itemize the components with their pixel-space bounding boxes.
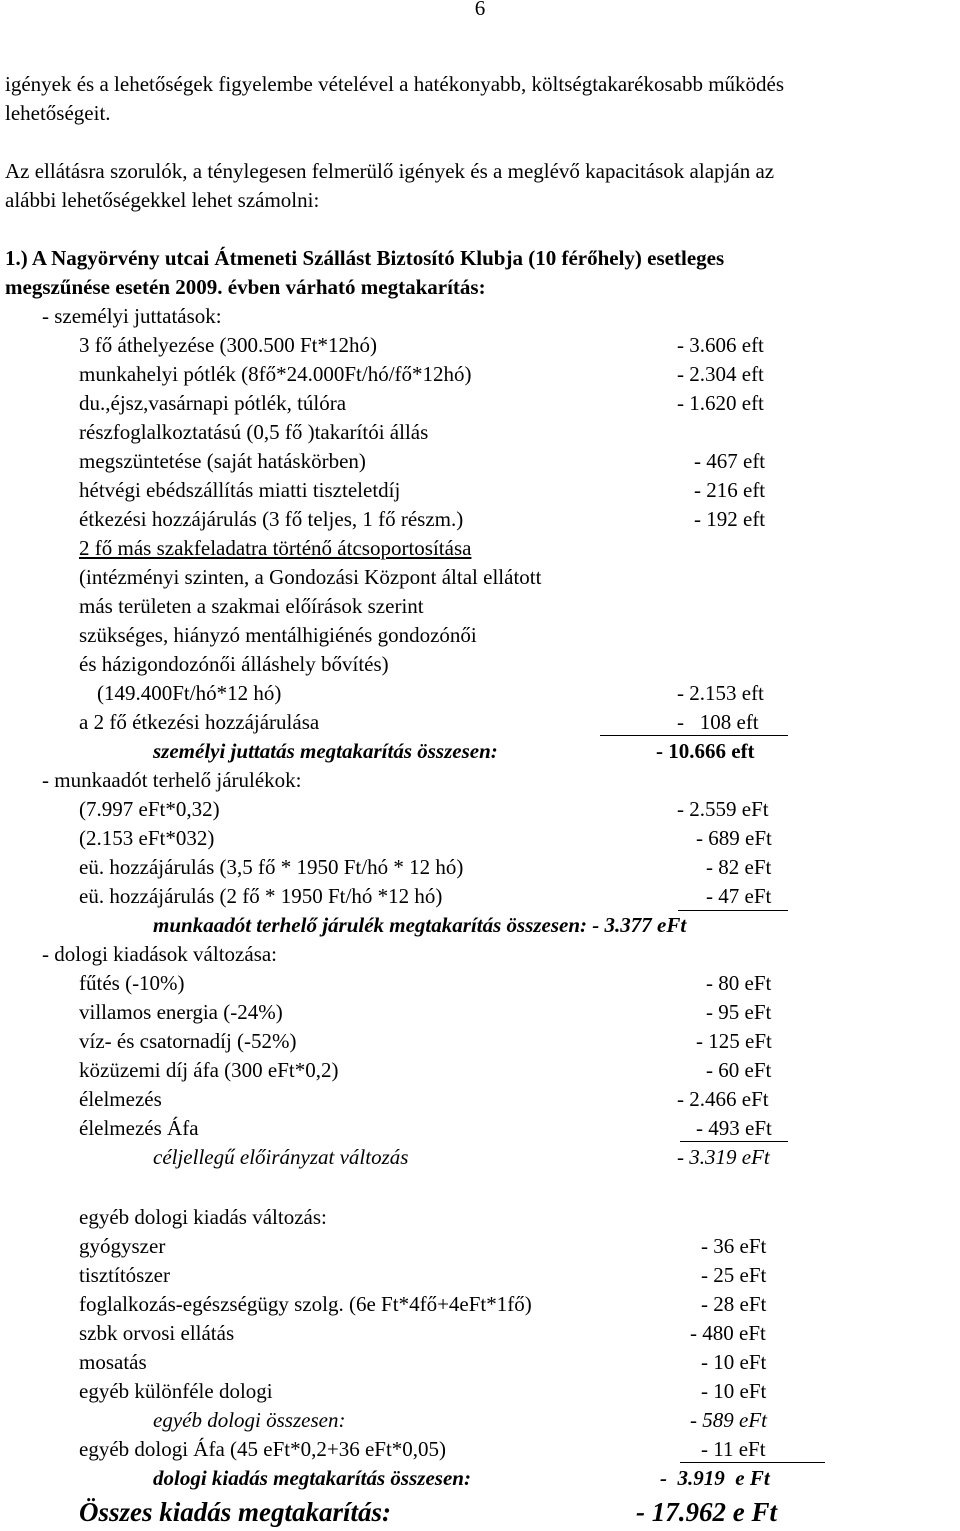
row-label: foglalkozás-egészségügy szolg. (6e Ft*4fő+4eFt*1fő) bbox=[79, 1292, 532, 1316]
row-value: - 3.319 eFt bbox=[677, 1145, 770, 1169]
heading-line-1: 1.) A Nagyörvény utcai Átmeneti Szállást Biztosító Klubja (10 férőhely) esetleges bbox=[5, 246, 725, 270]
intro-paragraph bbox=[5, 70, 957, 128]
row-label: és házigondozónői álláshely bővítés) bbox=[79, 652, 389, 676]
row-value: - 3.606 eft bbox=[677, 333, 764, 357]
row-label: - dologi kiadások változása: bbox=[42, 942, 278, 966]
row-value: - 25 eFt bbox=[701, 1263, 767, 1287]
page-number: 6 bbox=[474, 0, 486, 20]
subtotal-rule bbox=[600, 735, 788, 736]
row-value: - 108 eft bbox=[677, 710, 759, 734]
row-value: - 2.559 eFt bbox=[677, 797, 769, 821]
row-value: - 3.919 e Ft bbox=[660, 1466, 770, 1490]
row-label: hétvégi ebédszállítás miatti tiszteletdíj bbox=[79, 478, 401, 502]
row-label: egyéb különféle dologi bbox=[79, 1379, 273, 1403]
row-label: 3 fő áthelyezése (300.500 Ft*12hó) bbox=[79, 333, 378, 357]
subtotal-rule bbox=[680, 1141, 788, 1142]
intro-line-1: igények és a lehetőségek figyelembe vételével a hatékonyabb, költségtakarékosabb működés bbox=[5, 72, 785, 96]
row-label: (intézményi szinten, a Gondozási Központ által ellátott bbox=[79, 565, 542, 589]
row-label: fűtés (-10%) bbox=[79, 971, 185, 995]
row-value: - 2.304 eft bbox=[677, 362, 764, 386]
section-heading bbox=[5, 244, 957, 302]
row-label: gyógyszer bbox=[79, 1234, 166, 1258]
row-label: étkezési hozzájárulás (3 fő teljes, 1 fő részm.) bbox=[79, 507, 464, 531]
row-label: munkahelyi pótlék (8fő*24.000Ft/hó/fő*12hó) bbox=[79, 362, 472, 386]
row-label: egyéb dologi Áfa (45 eFt*0,2+36 eFt*0,05) bbox=[79, 1437, 447, 1461]
row-label: víz- és csatornadíj (-52%) bbox=[79, 1029, 297, 1053]
grand-total-label: Összes kiadás megtakarítás: bbox=[79, 1497, 392, 1527]
row-label: munkaadót terhelő járulék megtakarítás összesen: - 3.377 eFt bbox=[153, 913, 687, 937]
intro-line-2: lehetőségeit. bbox=[5, 101, 111, 125]
row-label: egyéb dologi kiadás változás: bbox=[79, 1205, 327, 1229]
row-label: megszüntetése (saját hatáskörben) bbox=[79, 449, 366, 473]
row-value: - 2.153 eft bbox=[677, 681, 764, 705]
row-value: - 60 eFt bbox=[706, 1058, 772, 1082]
row-label: mosatás bbox=[79, 1350, 147, 1374]
context-paragraph bbox=[5, 157, 957, 215]
row-label: dologi kiadás megtakarítás összesen: bbox=[153, 1466, 471, 1490]
row-value: - 10.666 eft bbox=[656, 739, 755, 763]
row-value: - 28 eFt bbox=[701, 1292, 767, 1316]
row-label: (2.153 eFt*032) bbox=[79, 826, 215, 850]
heading-line-2: megszűnése esetén 2009. évben várható megtakarítás: bbox=[5, 275, 486, 299]
row-value: - 10 eFt bbox=[701, 1350, 767, 1374]
row-label: részfoglalkoztatású (0,5 fő )takarítói állás bbox=[79, 420, 429, 444]
row-label: tisztítószer bbox=[79, 1263, 170, 1287]
row-value: - 125 eFt bbox=[696, 1029, 772, 1053]
row-value: - 689 eFt bbox=[696, 826, 772, 850]
row-label: - munkaadót terhelő járulékok: bbox=[42, 768, 302, 792]
row-value: - 192 eft bbox=[694, 507, 766, 531]
subtotal-rule bbox=[680, 1462, 825, 1463]
row-label: céljellegű előirányzat változás bbox=[153, 1145, 409, 1169]
row-label: közüzemi díj áfa (300 eFt*0,2) bbox=[79, 1058, 339, 1082]
row-value: - 80 eFt bbox=[706, 971, 772, 995]
row-label: du.,éjsz,vasárnapi pótlék, túlóra bbox=[79, 391, 347, 415]
row-value: - 82 eFt bbox=[706, 855, 772, 879]
row-value: - 480 eFt bbox=[690, 1321, 766, 1345]
row-label: (149.400Ft/hó*12 hó) bbox=[97, 681, 282, 705]
context-line-2: alábbi lehetőségekkel lehet számolni: bbox=[5, 188, 320, 212]
row-label: élelmezés bbox=[79, 1087, 162, 1111]
row-label: szükséges, hiányzó mentálhigiénés gondozónői bbox=[79, 623, 477, 647]
row-value: - 2.466 eFt bbox=[677, 1087, 769, 1111]
row-label: villamos energia (-24%) bbox=[79, 1000, 283, 1024]
row-value: - 467 eft bbox=[694, 449, 766, 473]
row-value: - 1.620 eft bbox=[677, 391, 764, 415]
row-label: élelmezés Áfa bbox=[79, 1116, 199, 1140]
row-label: eü. hozzájárulás (3,5 fő * 1950 Ft/hó * 12 hó) bbox=[79, 855, 464, 879]
row-label: (7.997 eFt*0,32) bbox=[79, 797, 220, 821]
row-value: - 11 eFt bbox=[701, 1437, 766, 1461]
row-value: - 10 eFt bbox=[701, 1379, 767, 1403]
row-value: - 589 eFt bbox=[690, 1408, 767, 1432]
grand-total-value: - 17.962 e Ft bbox=[636, 1497, 777, 1527]
row-label: eü. hozzájárulás (2 fő * 1950 Ft/hó *12 hó) bbox=[79, 884, 443, 908]
row-label: személyi juttatás megtakarítás összesen: bbox=[153, 739, 498, 763]
row-value: - 216 eft bbox=[694, 478, 766, 502]
subtotal-rule bbox=[678, 910, 788, 911]
row-value: - 493 eFt bbox=[696, 1116, 772, 1140]
row-label: más területen a szakmai előírások szerint bbox=[79, 594, 424, 618]
row-label: a 2 fő étkezési hozzájárulása bbox=[79, 710, 320, 734]
context-line-1: Az ellátásra szorulók, a ténylegesen felmerülő igények és a meglévő kapacitások alapján az bbox=[5, 159, 775, 183]
row-value: - 36 eFt bbox=[701, 1234, 767, 1258]
row-label: - személyi juttatások: bbox=[42, 304, 222, 328]
row-label: szbk orvosi ellátás bbox=[79, 1321, 235, 1345]
row-value: - 47 eFt bbox=[706, 884, 772, 908]
row-label: egyéb dologi összesen: bbox=[153, 1408, 346, 1432]
row-value: - 95 eFt bbox=[706, 1000, 772, 1024]
row-label: 2 fő más szakfeladatra történő átcsoportosítása bbox=[79, 536, 472, 560]
